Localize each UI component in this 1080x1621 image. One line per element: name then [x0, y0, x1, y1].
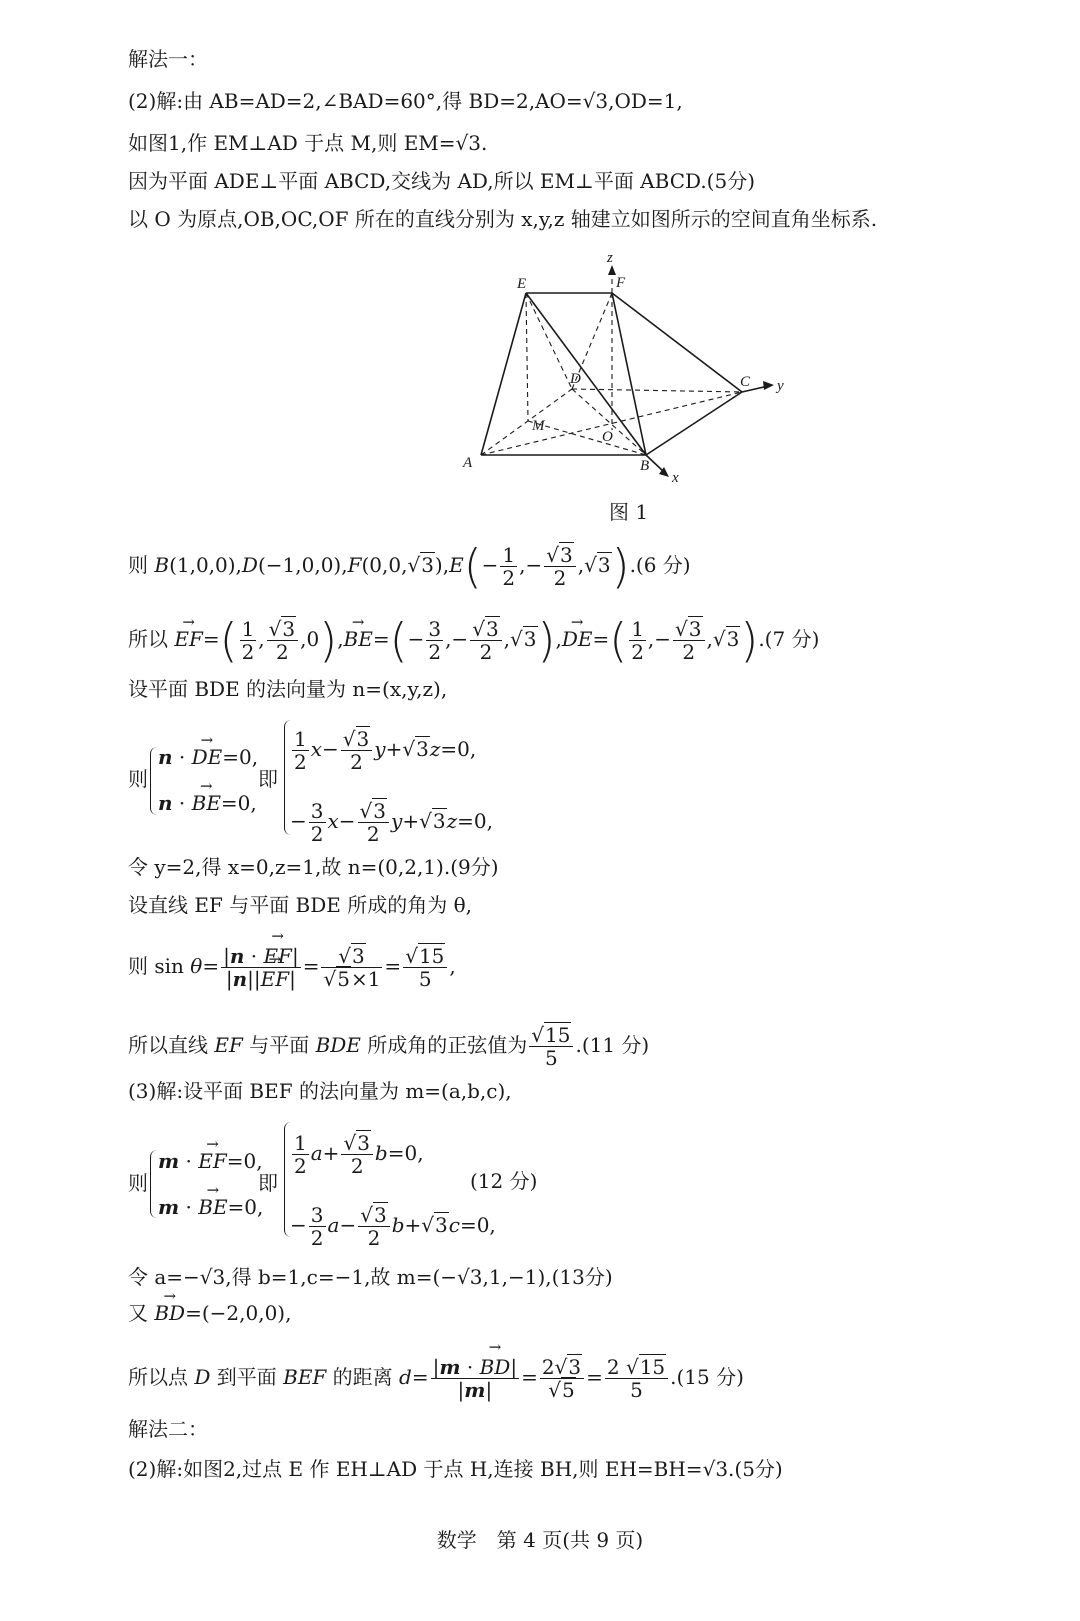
dash-ad	[481, 389, 572, 455]
system-n-ji: 即	[258, 767, 278, 791]
dash-em	[526, 293, 528, 421]
page-footer: 数学 第 4 页(共 9 页)	[436, 1528, 644, 1552]
label-c: C	[740, 374, 751, 390]
theta-line: 设直线 EF 与平面 BDE 所成的角为 θ,	[128, 893, 472, 917]
arrow-y	[763, 381, 774, 390]
system-m-ji: 即	[258, 1171, 278, 1195]
system-n-eq2: n · → BE=0,	[158, 788, 257, 818]
system-m-zei: 则	[128, 1171, 148, 1195]
plane-line: 因为平面 ADE⊥平面 ABCD,交线为 AD,所以 EM⊥平面 ABCD.(5分)	[128, 169, 756, 193]
edge-fb	[612, 293, 646, 455]
sin-conclusion: 所以直线 EF 与平面 BDE 所成角的正弦值为 √ $\frac{15}{5}$ .(11 分)	[128, 1024, 649, 1069]
dash-ed	[526, 293, 572, 389]
edge-bc	[646, 392, 742, 455]
sin-line: 则 sin θ= $\frac{|n \cdot \to EF|}{|n||\to EF|}$ = √ 3 √ 5×1 = √ $\frac{15}{5}$ ,	[128, 945, 456, 990]
let-a-line: 令 a=−√3,得 b=1,c=−1,故 m=(−√3,1,−1),(13分)	[128, 1265, 613, 1289]
system-m-score: (12 分)	[470, 1169, 538, 1193]
label-f: F	[616, 275, 626, 291]
system-n-exp1: $\frac{1}{2}$ x− √ $\frac{3}{2}$ y+√ 3z=0,	[290, 728, 476, 773]
label-b: B	[640, 458, 650, 474]
system-m-eq2: m · → BE=0,	[158, 1192, 263, 1222]
system-m-exp2: − $\frac{3}{2}$ a− √ $\frac{3}{2}$ b+√ 3c=0,	[290, 1204, 496, 1249]
label-o: O	[602, 429, 613, 445]
points-line: 则 B(1,0,0),D(−1,0,0),F(0,0,√ 3),E(− $\frac{1}{2}$ ,− √ $\frac{3}{2}$ ,√ 3).(6 分)	[128, 544, 691, 589]
figure-1	[440, 245, 800, 490]
system-n-eq1: n · → DE=0,	[158, 742, 258, 772]
system-m-eq1: m · → EF=0,	[158, 1146, 263, 1176]
label-m: M	[532, 418, 545, 434]
normal-n-line: 设平面 BDE 的法向量为 n=(x,y,z),	[128, 677, 448, 701]
label-y: y	[777, 378, 784, 394]
let-y-line: 令 y=2,得 x=0,z=1,故 n=(0,2,1).(9分)	[128, 855, 499, 879]
system-n-zei: 则	[128, 767, 148, 791]
system-m-exp1: $\frac{1}{2}$ a+ √ $\frac{3}{2}$ b=0,	[290, 1132, 424, 1177]
label-a: A	[463, 455, 473, 471]
part2-intro: (2)解:由 AB=AD=2,∠BAD=60°,得 BD=2,AO=√3,OD=1,	[128, 89, 683, 113]
method2-heading: 解法二：	[128, 1417, 208, 1441]
distance-line: 所以点 D 到平面 BEF 的距离 d= $\frac{|m \cdot \to BD|}{|m|}$ = 2√ 3 √ 5 = $\frac{2 √ 15}{5}$ .(15 分)	[128, 1356, 744, 1401]
label-z: z	[607, 250, 613, 266]
em-line: 如图1,作 EM⊥AD 于点 M,则 EM=√3.	[128, 131, 488, 155]
edge-ea	[481, 293, 526, 455]
method2-line: (2)解:如图2,过点 E 作 EH⊥AD 于点 H,连接 BH,则 EH=BH=√3.(5分)	[128, 1457, 783, 1481]
label-x: x	[672, 470, 679, 486]
system-n-exp2: − $\frac{3}{2}$ x− √ $\frac{3}{2}$ y+√ 3z=0,	[290, 800, 493, 845]
figure-caption: 图 1	[609, 500, 649, 524]
part3-intro: (3)解:设平面 BEF 的法向量为 m=(a,b,c),	[128, 1079, 512, 1103]
method1-heading: 解法一：	[128, 47, 208, 71]
label-d: D	[570, 371, 581, 387]
label-e: E	[517, 276, 527, 292]
coord-line: 以 O 为原点,OB,OC,OF 所在的直线分别为 x,y,z 轴建立如图所示的空间直角坐标系.	[128, 207, 878, 231]
dash-mb	[528, 421, 646, 455]
vectors-line: 所以 → EF=( $\frac{1}{2}$ , √ $\frac{3}{2}$ ,0),→ BE=(− $\frac{3}{2}$ ,− √ $\frac{3}{2}$ ,√ 3),→ DE=( $\frac{1}{2}$ ,− √ $\frac{3}{2}$ ,√ 3).(7 分)	[128, 618, 819, 663]
bd-line: 又 → BD=(−2,0,0),	[128, 1298, 291, 1328]
edge-fc	[612, 293, 742, 392]
